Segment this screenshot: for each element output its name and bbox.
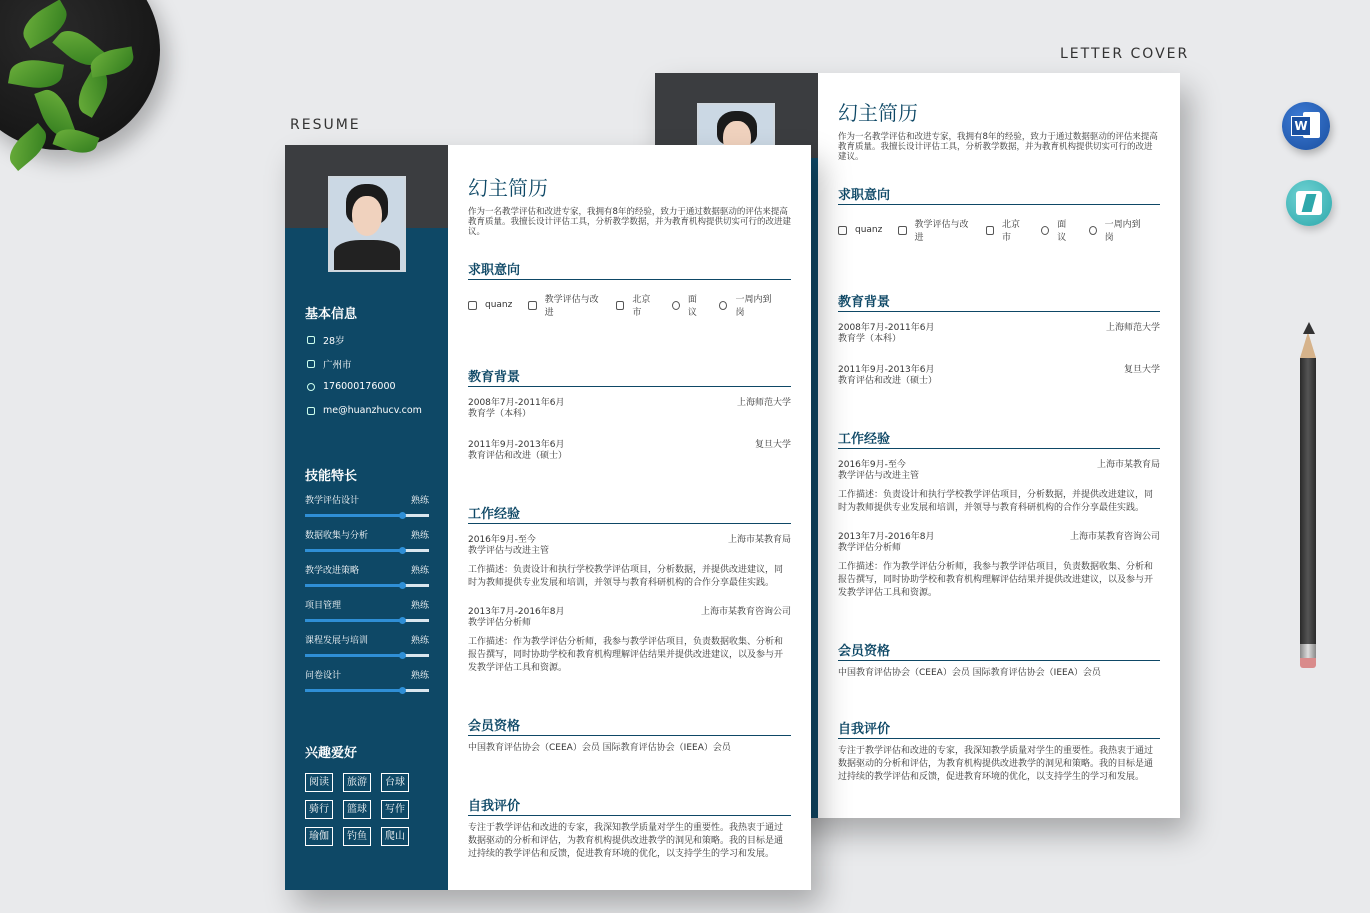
skill-item xyxy=(305,493,429,517)
location-icon xyxy=(616,301,624,310)
membership-heading: 会员资格 xyxy=(468,715,791,736)
cover-intro: 作为一名教学评估和改进专家，我拥有8年的经验，致力于通过数据驱动的评估来提高教育质量。我擅长设计评估工具，分析教学数据，并为教育机构提供切实可行的改进建议。 xyxy=(838,132,1158,162)
person-icon xyxy=(307,336,315,344)
grid-icon xyxy=(468,301,477,310)
skill-bar xyxy=(305,654,429,657)
phone-item: 176000176000 xyxy=(307,381,396,392)
mail-icon xyxy=(307,407,315,415)
hobby-tag: 篮球 xyxy=(343,800,371,819)
skill-bar xyxy=(305,514,429,517)
age-item: 28岁 xyxy=(307,333,345,347)
hobby-tag: 写作 xyxy=(381,800,409,819)
cover-intent-heading: 求职意向 xyxy=(838,184,1160,205)
cover-document: 幻主简历 作为一名教学评估和改进专家，我拥有8年的经验，致力于通过数据驱动的评估来提高教育质量。我擅长设计评估工具，分析教学数据，并为教育机构提供切实可行的改进建议。 求职意向 quanz 教学评估与改进 北京市 面议 一周内到岗 教育背景 2008年7月-2011年6月 上海师范大学 教育学（本科） 2011年9月-2013年6月 复旦大学 教育评估和改进（硕士） 工作经验 2016年9月-至今 上海市某教育局 教学评估与改进主管 工作描述：负责设计和执行学校教学评估项目，分析数据，并提供改进建议，同时为教师提供专业发展和培训，并领导与教育科研机构的合作分享最佳实践。 2013年7月-2016年8月 上海市某教育咨询公司 教学评估分析师 工作描述：作为教学评估分析师，我参与教学评估项目，负责数据收集、分析和报告撰写，同时协助学校和教育机构理解评估结果并提供改进建议，以及参与开发教学评估工具和资源。 会员资格 中国教育评估协会（CEEA）会员 国际教育评估协会（IEEA）会员 自我评价 专注于教学评估和改进的专家，我深知教学质量对学生的重要性。我热衷于通过数据驱动的分析和评估，为教育机构提供改进教学的洞见和策略。我的目标是通过持续的教学评估和反馈，促进教育环境的优化，以支持学生的学习和发展。 xyxy=(655,73,1180,818)
resume-label: RESUME xyxy=(290,117,361,133)
skill-name: 教学评估设计 xyxy=(305,496,360,506)
person-icon xyxy=(898,226,906,235)
cover-label: LETTER COVER xyxy=(1060,46,1190,62)
education-heading: 教育背景 xyxy=(468,366,791,387)
resume-title: 幻主简历 xyxy=(468,176,548,200)
resume-intro: 作为一名教学评估和改进专家，我拥有8年的经验，致力于通过数据驱动的评估来提高教育质量。我擅长设计评估工具，分析教学数据，并为教育机构提供切实可行的改进建议。 xyxy=(468,207,792,237)
hobby-tag: 爬山 xyxy=(381,827,409,846)
cover-title: 幻主简历 xyxy=(838,101,918,125)
skill-level: 熟练 xyxy=(410,636,429,646)
skill-bar xyxy=(305,584,429,587)
cover-intent-row: quanz 教学评估与改进 北京市 面议 一周内到岗 xyxy=(838,217,1160,243)
intent-row: quanz 教学评估与改进 北京市 面议 一周内到岗 xyxy=(468,292,791,318)
skill-item xyxy=(305,668,429,692)
self-heading: 自我评价 xyxy=(468,795,791,816)
notes-app-icon[interactable] xyxy=(1286,180,1332,226)
pencil-decoration xyxy=(1299,322,1317,672)
resume-photo xyxy=(328,176,406,272)
cover-work-heading: 工作经验 xyxy=(838,428,1160,449)
cover-self-heading: 自我评价 xyxy=(838,718,1160,739)
cover-education-heading: 教育背景 xyxy=(838,291,1160,312)
skill-bar xyxy=(305,549,429,552)
cover-membership-heading: 会员资格 xyxy=(838,640,1160,661)
skill-bar xyxy=(305,689,429,692)
skill-name: 项目管理 xyxy=(305,601,342,611)
skill-name: 问卷设计 xyxy=(305,671,342,681)
intent-heading: 求职意向 xyxy=(468,259,791,280)
skill-name: 教学改进策略 xyxy=(305,566,360,576)
skill-item xyxy=(305,633,429,657)
money-icon xyxy=(1041,226,1049,235)
skill-item xyxy=(305,528,429,552)
work-row: 2013年7月-2016年8月 上海市某教育咨询公司 xyxy=(468,607,791,617)
education-row: 2011年9月-2013年6月 复旦大学 xyxy=(468,440,791,450)
skill-item xyxy=(305,598,429,622)
building-icon xyxy=(307,360,315,368)
skills-heading: 技能特长 xyxy=(305,469,358,484)
hobbies-heading: 兴趣爱好 xyxy=(305,746,358,761)
skill-level: 熟练 xyxy=(410,531,429,541)
location-icon xyxy=(986,226,994,235)
education-row: 2008年7月-2011年6月 上海师范大学 xyxy=(468,398,791,408)
work-heading: 工作经验 xyxy=(468,503,791,524)
basic-info-heading: 基本信息 xyxy=(305,307,358,322)
word-app-icon[interactable]: W xyxy=(1282,102,1330,150)
skill-item xyxy=(305,563,429,587)
skill-level: 熟练 xyxy=(410,496,429,506)
hobby-tag: 旅游 xyxy=(343,773,371,792)
skill-level: 熟练 xyxy=(410,671,429,681)
money-icon xyxy=(672,301,680,310)
hobby-tag: 骑行 xyxy=(305,800,333,819)
hobby-tag: 瑜伽 xyxy=(305,827,333,846)
city-item: 广州市 xyxy=(307,357,352,371)
skill-name: 课程发展与培训 xyxy=(305,636,369,646)
skill-name: 数据收集与分析 xyxy=(305,531,369,541)
plant-decoration xyxy=(0,0,170,190)
work-row: 2016年9月-至今 上海市某教育局 xyxy=(468,535,791,545)
skill-level: 熟练 xyxy=(410,601,429,611)
person-icon xyxy=(528,301,536,310)
hobby-tag: 阅读 xyxy=(305,773,333,792)
email-item: me@huanzhucv.com xyxy=(307,405,422,416)
hobby-tag: 台球 xyxy=(381,773,409,792)
clock-icon xyxy=(1089,226,1097,235)
resume-document: 基本信息 28岁 广州市 176000176000 me@huanzhucv.com 技能特长 教学评估设计 熟练 数据收集与分析 熟练 教学改进策略 熟练 项目管理 熟练 课程发展与培训 熟练 问卷设计 熟练 兴趣爱好 阅读 旅游 台球 骑行 篮球 写作 瑜伽 钓鱼 爬山 幻主简历 作为一名教学评估和改进专家，我拥有8年的经验，致力于通过数据驱动的评估来提高教育质量。我擅长设计评估工具，分析教学数据，并为教育机构提供切实可行的改进建议。 求职意向 quanz 教学评估与改进 北京市 面议 一周内到岗 教育背景 2008年7月-2011年6月 上海师范大学 教育学（本科） 2011年9月-2013年6月 复旦大学 教育评估和改进（硕士） 工作经验 2016年9月-至今 上海市某教育局 教学评估与改进主管 工作描述：负责设计和执行学校教学评估项目，分析数据，并提供改进建议，同时为教师提供专业发展和培训，并领导与教育科研机构的合作分享最佳实践。 2013年7月-2016年8月 上海市某教育咨询公司 教学评估分析师 工作描述：作为教学评估分析师，我参与教学评估项目，负责数据收集、分析和报告撰写，同时协助学校和教育机构理解评估结果并提供改进建议，以及参与开发教学评估工具和资源。 会员资格 中国教育评估协会（CEEA）会员 国际教育评估协会（IEEA）会员 自我评价 专注于教学评估和改进的专家，我深知教学质量对学生的重要性。我热衷于通过数据驱动的分析和评估，为教育机构提供改进教学的洞见和策略。我的目标是通过持续的教学评估和反馈，促进教育环境的优化，以支持学生的学习和发展。 xyxy=(285,145,811,890)
skill-bar xyxy=(305,619,429,622)
skill-level: 熟练 xyxy=(410,566,429,576)
grid-icon xyxy=(838,226,847,235)
phone-icon xyxy=(307,383,315,391)
clock-icon xyxy=(719,301,727,310)
hobby-tag: 钓鱼 xyxy=(343,827,371,846)
